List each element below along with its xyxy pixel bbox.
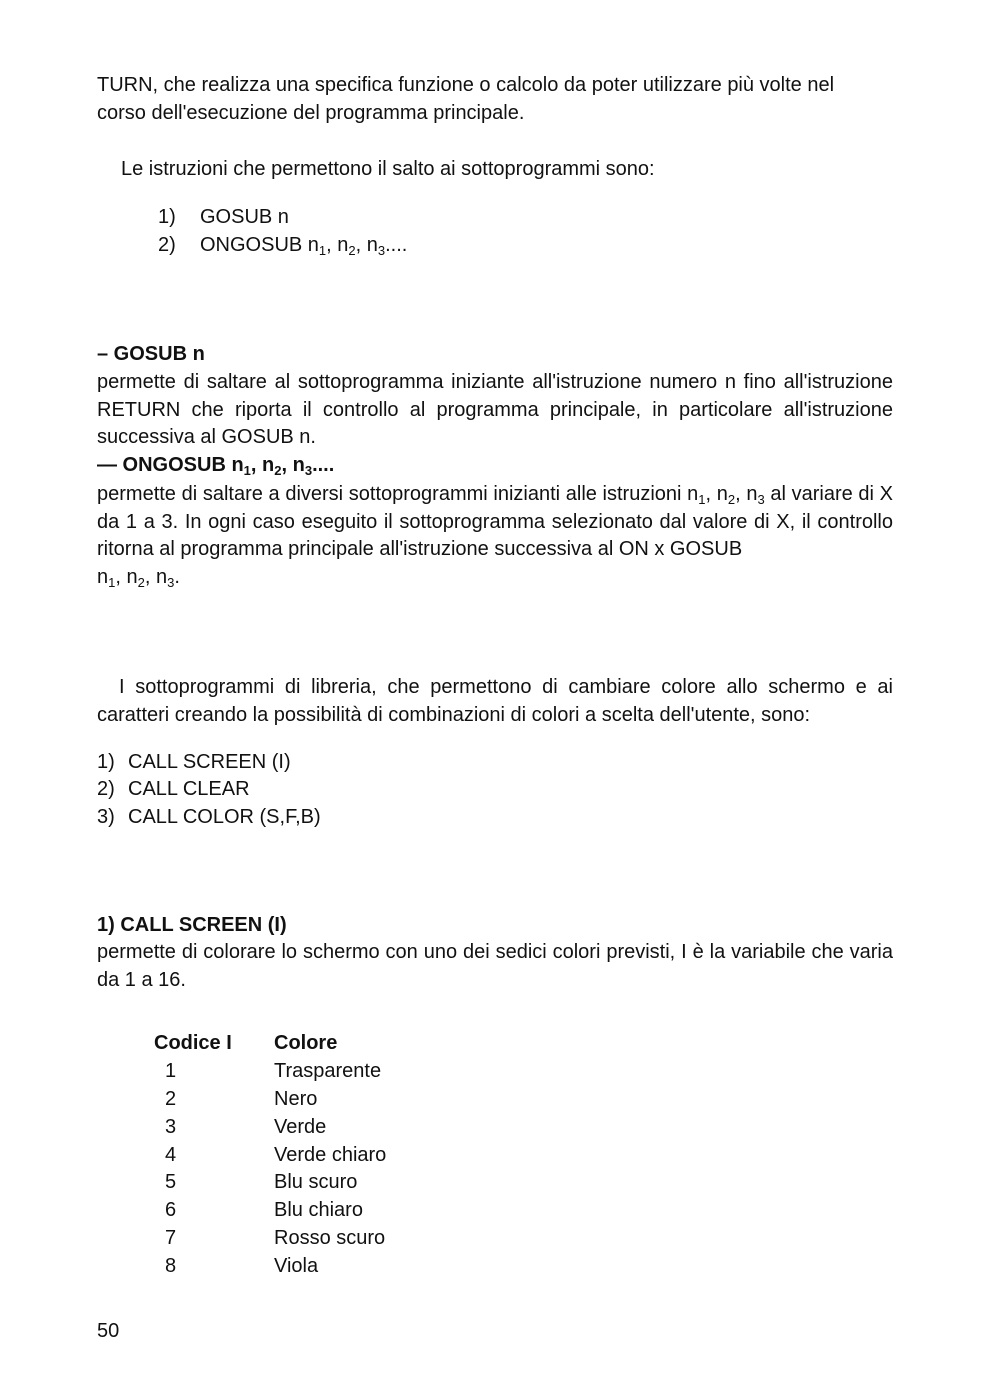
table-row: 4 Verde chiaro: [165, 1143, 387, 1166]
intro-paragraph: [97, 72, 834, 127]
gosub-description: permette di saltare al sottoprogramma iniziante all'istruzione numero n fino all'istruzione RETURN che riporta il controllo al programma principale, in particolare all'istruzione successiva al GOSUB n.: [97, 371, 893, 448]
page-number: 50: [97, 1320, 120, 1342]
library-list-item: 1) CALL SCREEN (I): [97, 751, 291, 773]
table-header-row: [154, 1030, 386, 1058]
jump-list-item: 1) GOSUB n: [158, 206, 289, 228]
library-list-item: 3) CALL COLOR (S,F,B): [97, 806, 321, 828]
table-row: 2 Nero: [165, 1087, 318, 1110]
library-intro: I sottoprogrammi di libreria, che permettono di cambiare colore allo schermo e ai caratteri creando la possibilità di combinazioni di colori a scelta dell'utente, sono:: [97, 676, 893, 726]
jump-list-item: 2) ONGOSUB $n_1$, $n_2$, $n_3$....: [158, 234, 408, 258]
table-row: 5 Blu scuro: [165, 1171, 358, 1194]
table-row: 8 Viola: [165, 1255, 319, 1278]
gosub-heading: – GOSUB n: [97, 343, 205, 365]
jump-intro: Le istruzioni che permettono il salto ai sottoprogrammi sono:: [121, 158, 655, 180]
library-list-item: 2) CALL CLEAR: [97, 778, 250, 800]
call-screen-heading: 1) CALL SCREEN (I): [97, 914, 287, 936]
table-row: 6 Blu chiaro: [165, 1199, 363, 1222]
column-header-code: Codice I: [154, 1032, 232, 1054]
table-row: 7 Rosso scuro: [165, 1227, 386, 1250]
ongosub-heading: — ONGOSUB $n_1$, $n_2$, $n_3$....: [97, 454, 335, 478]
table-row: 1 Trasparente: [165, 1059, 382, 1082]
ongosub-description: permette di saltare a diversi sottoprogrammi inizianti alle istruzioni $n_1$, $n_2$, $n_3$ al variare di X da 1 a 3. In ogni caso eseguito il sottoprogramma selezionato dal valore di X, il controllo ritorna al programma principale all'istruzione successiva al ON x GOSUB $n_1$, $n_2$, $n_3$.: [97, 483, 893, 590]
table-row: 3 Verde: [165, 1115, 327, 1138]
column-header-color: Colore: [274, 1032, 338, 1054]
call-screen-description: permette di colorare lo schermo con uno dei sedici colori previsti, I è la variabile che varia da 1 a 16.: [97, 941, 893, 991]
intro-line-2: corso dell'esecuzione del programma principale.: [97, 101, 525, 124]
intro-line-1: TURN, che realizza una specifica funzione o calcolo da poter utilizzare più volte nel: [97, 74, 835, 96]
color-table: [154, 1030, 386, 1281]
